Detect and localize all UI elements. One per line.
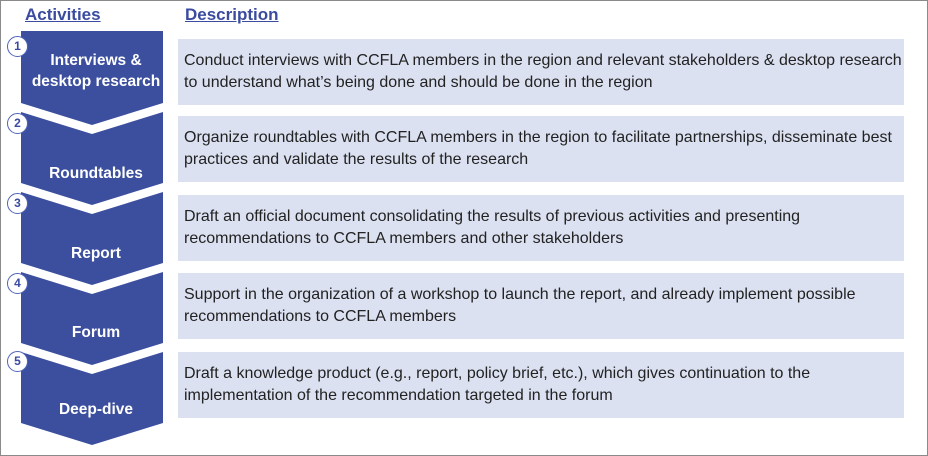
chevron-shape-3 — [21, 192, 163, 285]
step-description-2: Organize roundtables with CCFLA members in the region to facilitate partnerships, disseminate best practices and validate the results of the research — [184, 129, 892, 168]
step-label-5: Deep-dive — [58, 401, 134, 418]
step-description-1: Conduct interviews with CCFLA members in the region and relevant stakeholders & desktop research to understand what’s being done and should be done in the region — [184, 52, 902, 91]
step-number-4: 4 — [7, 273, 28, 294]
chevron-shape-4 — [21, 272, 163, 365]
step-description-4: Support in the organization of a workshop to launch the report, and already implement possible recommendations to CCFLA members — [184, 286, 856, 325]
activities-header: Activities — [25, 5, 101, 24]
step-number-3: 3 — [7, 193, 28, 214]
step-label-4: Forum — [71, 324, 121, 341]
step-description-3: Draft an official document consolidating the results of previous activities and presenting recommendations to CCFLA members and other stakeholders — [184, 208, 801, 247]
step-label-1: Interviews & desktop research — [31, 52, 161, 90]
step-number-5: 5 — [7, 351, 28, 372]
step-number-2: 2 — [7, 113, 28, 134]
step-number-1: 1 — [7, 36, 28, 57]
description-header: Description — [185, 5, 279, 24]
step-label-2: Roundtables — [49, 165, 143, 182]
step-description-5: Draft a knowledge product (e.g., report, policy brief, etc.), which gives continuation to the implementation of the recommendation targeted in the forum — [184, 365, 811, 404]
chevron-shape-2 — [21, 112, 163, 205]
step-label-3: Report — [71, 245, 121, 262]
